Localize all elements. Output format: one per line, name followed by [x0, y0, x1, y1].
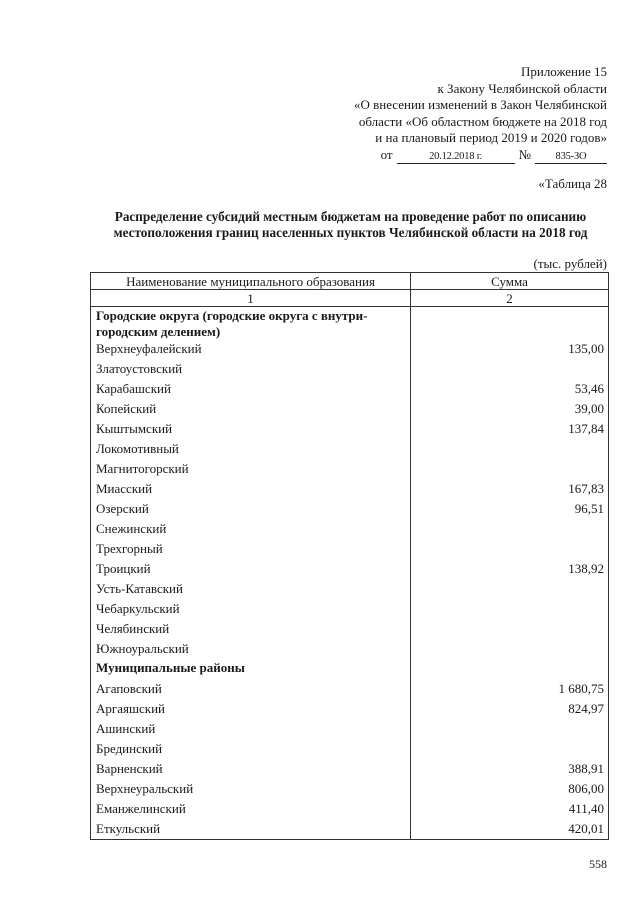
- law-title-line-1: «О внесении изменений в Закон Челябинской: [353, 97, 607, 113]
- law-title-line-3: и на плановый период 2019 и 2020 годов»: [375, 130, 607, 146]
- col-header-amount: Сумма: [411, 273, 609, 290]
- subsidy-amount: [411, 439, 609, 459]
- subsidy-amount: 167,83: [411, 479, 609, 499]
- subsidy-amount: 824,97: [411, 699, 609, 719]
- subsidy-amount: [411, 719, 609, 739]
- table-row: [91, 639, 609, 659]
- municipality-name: Верхнеуральский: [91, 779, 411, 799]
- table-row: [91, 579, 609, 599]
- table-row: [91, 439, 609, 459]
- table-row: [91, 519, 609, 539]
- municipality-name: Ашинский: [91, 719, 411, 739]
- municipality-name: Озерский: [91, 499, 411, 519]
- table-row: [91, 539, 609, 559]
- municipality-name: Троицкий: [91, 559, 411, 579]
- table-row: [91, 479, 609, 499]
- subsidy-amount: 388,91: [411, 759, 609, 779]
- municipality-name: Магнитогорский: [91, 459, 411, 479]
- number-label: №: [518, 146, 531, 162]
- municipality-name: Южноуральский: [91, 639, 411, 659]
- table-row: [91, 339, 609, 359]
- subsidy-amount: 53,46: [411, 379, 609, 399]
- subsidy-amount: 806,00: [411, 779, 609, 799]
- municipality-name: Брединский: [91, 739, 411, 759]
- subsidy-table: [90, 272, 609, 840]
- municipality-name: Аргаяшский: [91, 699, 411, 719]
- municipality-name: Кыштымский: [91, 419, 411, 439]
- municipality-name: Варненский: [91, 759, 411, 779]
- table-row: [91, 399, 609, 419]
- document-title: Распределение субсидий местным бюджетам на проведение работ по описанию местоположения границ населенных пунктов Челябинской области на 2018 год: [113, 209, 588, 241]
- subsidy-amount: [411, 579, 609, 599]
- table-row: [91, 359, 609, 379]
- municipality-name: Копейский: [91, 399, 411, 419]
- group-header-row: [91, 307, 609, 340]
- table-row: [91, 739, 609, 759]
- municipality-name: Локомотивный: [91, 439, 411, 459]
- col-header-name: Наименование муниципального образования: [91, 273, 411, 290]
- subsidy-amount: [411, 359, 609, 379]
- municipality-name: Миасский: [91, 479, 411, 499]
- group-header-row: [91, 659, 609, 679]
- subsidy-amount: 96,51: [411, 499, 609, 519]
- table-row: [91, 819, 609, 840]
- page-number: 558: [589, 857, 607, 871]
- decree-number: 835-ЗО: [535, 151, 607, 164]
- subsidy-amount: 411,40: [411, 799, 609, 819]
- table-row: [91, 619, 609, 639]
- table-row: [91, 599, 609, 619]
- table-header-row: [91, 273, 609, 290]
- decree-line: [277, 147, 607, 164]
- municipality-name: Златоустовский: [91, 359, 411, 379]
- subsidy-amount: [411, 639, 609, 659]
- decree-date: 20.12.2018 г.: [397, 151, 515, 164]
- municipality-name: Трехгорный: [91, 539, 411, 559]
- table-row: [91, 759, 609, 779]
- subsidy-amount: [411, 599, 609, 619]
- table-body: [91, 307, 609, 840]
- subsidy-amount: 138,92: [411, 559, 609, 579]
- table-row: [91, 779, 609, 799]
- table-row: [91, 679, 609, 699]
- subsidy-amount: [411, 619, 609, 639]
- municipality-name: Снежинский: [91, 519, 411, 539]
- table-row: [91, 699, 609, 719]
- law-reference: к Закону Челябинской области: [437, 80, 607, 96]
- unit-note: (тыс. рублей): [533, 256, 607, 271]
- table-reference: «Таблица 28: [538, 176, 607, 191]
- municipality-name: Еманжелинский: [91, 799, 411, 819]
- subsidy-amount: [411, 659, 609, 679]
- from-label: от: [380, 146, 393, 162]
- subsidy-amount: [411, 459, 609, 479]
- subsidy-amount: [411, 739, 609, 759]
- table-row: [91, 379, 609, 399]
- subsidy-amount: [411, 519, 609, 539]
- law-title-line-2: области «Об областном бюджете на 2018 год: [358, 113, 607, 129]
- municipality-name: Еткульский: [91, 819, 411, 840]
- table-row: [91, 499, 609, 519]
- col-number-2: 2: [411, 290, 609, 307]
- municipality-name: Агаповский: [91, 679, 411, 699]
- group-name: Городские округа (городские округа с внутри-городским делением): [91, 307, 411, 340]
- municipality-name: Верхнеуфалейский: [91, 339, 411, 359]
- municipality-name: Усть-Катавский: [91, 579, 411, 599]
- col-number-1: 1: [91, 290, 411, 307]
- group-name: Муниципальные районы: [91, 659, 411, 679]
- table-row: [91, 799, 609, 819]
- table-row: [91, 419, 609, 439]
- appendix-label: Приложение 15: [520, 64, 607, 79]
- table-row: [91, 559, 609, 579]
- subsidy-amount: 137,84: [411, 419, 609, 439]
- appendix-header: [277, 64, 607, 164]
- municipality-name: Карабашский: [91, 379, 411, 399]
- subsidy-amount: 1 680,75: [411, 679, 609, 699]
- subsidy-amount: 420,01: [411, 819, 609, 840]
- subsidy-amount: [411, 307, 609, 340]
- subsidy-amount: 135,00: [411, 339, 609, 359]
- table-number-row: [91, 290, 609, 307]
- municipality-name: Чебаркульский: [91, 599, 411, 619]
- subsidy-amount: 39,00: [411, 399, 609, 419]
- municipality-name: Челябинский: [91, 619, 411, 639]
- table-row: [91, 459, 609, 479]
- table-row: [91, 719, 609, 739]
- subsidy-amount: [411, 539, 609, 559]
